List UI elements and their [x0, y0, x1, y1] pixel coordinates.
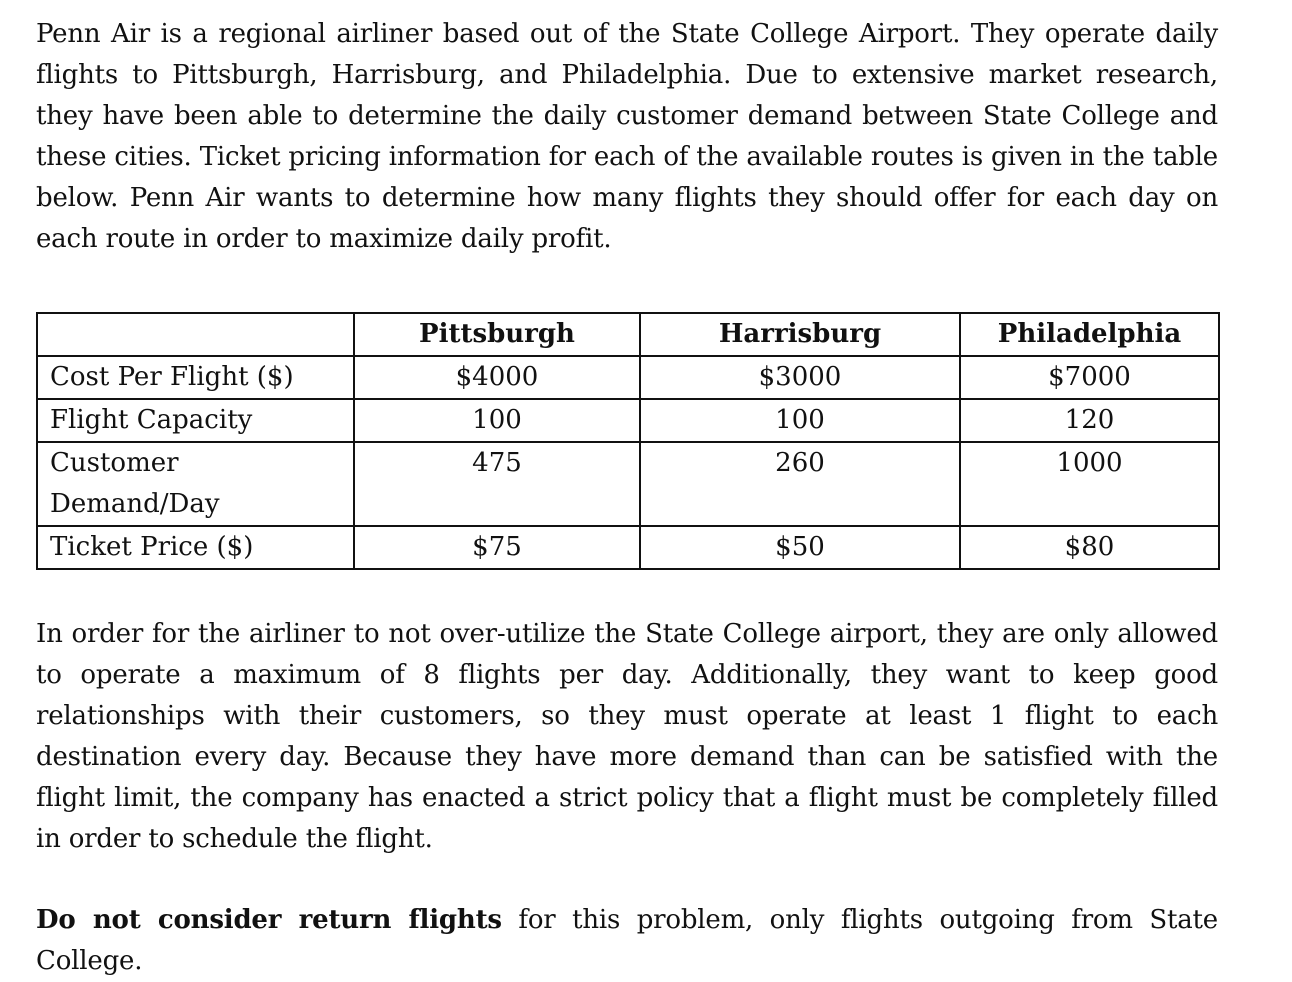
table-header-pittsburgh: Pittsburgh [354, 313, 640, 356]
table-header-harrisburg: Harrisburg [640, 313, 960, 356]
cell-capacity-harrisburg: 100 [640, 399, 960, 442]
cell-price-philadelphia: $80 [960, 526, 1219, 569]
cell-capacity-philadelphia: 120 [960, 399, 1219, 442]
row-label-demand: Customer Demand/Day [37, 442, 354, 526]
row-label-price: Ticket Price ($) [37, 526, 354, 569]
cell-capacity-pittsburgh: 100 [354, 399, 640, 442]
table-header-philadelphia: Philadelphia [960, 313, 1219, 356]
cell-demand-harrisburg: 260 [640, 442, 960, 526]
table-header-blank [37, 313, 354, 356]
constraints-paragraph: In order for the airliner to not over-utilize the State College airport, they are only allowed to operate a maximum of 8 flights per day. Additionally, they want to keep good relationships with their customers, so they must operate at least 1 flight to each destination every day. Because they have more demand than can be satisfied with the flight limit, the company has enacted a strict policy that a flight must be completely filled in order to schedule the flight. [36, 619, 1218, 854]
route-data-table [36, 312, 1220, 570]
note-paragraph [36, 900, 1218, 982]
table-row [37, 356, 1219, 399]
row-label-capacity: Flight Capacity [37, 399, 354, 442]
table-header-row [37, 313, 1219, 356]
table-row [37, 442, 1219, 526]
note-bold-text: Do not consider return flights [36, 905, 502, 935]
cell-cost-philadelphia: $7000 [960, 356, 1219, 399]
table-row [37, 526, 1219, 569]
row-label-cost: Cost Per Flight ($) [37, 356, 354, 399]
cell-demand-pittsburgh: 475 [354, 442, 640, 526]
cell-cost-pittsburgh: $4000 [354, 356, 640, 399]
cell-price-harrisburg: $50 [640, 526, 960, 569]
cell-demand-philadelphia: 1000 [960, 442, 1219, 526]
table-row [37, 399, 1219, 442]
note-rest-text: for this problem, only flights outgoing from State College. [36, 905, 1218, 976]
intro-paragraph: Penn Air is a regional airliner based out of the State College Airport. They operate daily flights to Pittsburgh, Harrisburg, and Philadelphia. Due to extensive market research, they have been able to determine the daily customer demand between State College and these cities. Ticket pricing information for each of the available routes is given in the table below. Penn Air wants to determine how many flights they should offer for each day on each route in order to maximize daily profit. [36, 19, 1218, 254]
document-page [36, 14, 1218, 982]
cell-price-pittsburgh: $75 [354, 526, 640, 569]
cell-cost-harrisburg: $3000 [640, 356, 960, 399]
